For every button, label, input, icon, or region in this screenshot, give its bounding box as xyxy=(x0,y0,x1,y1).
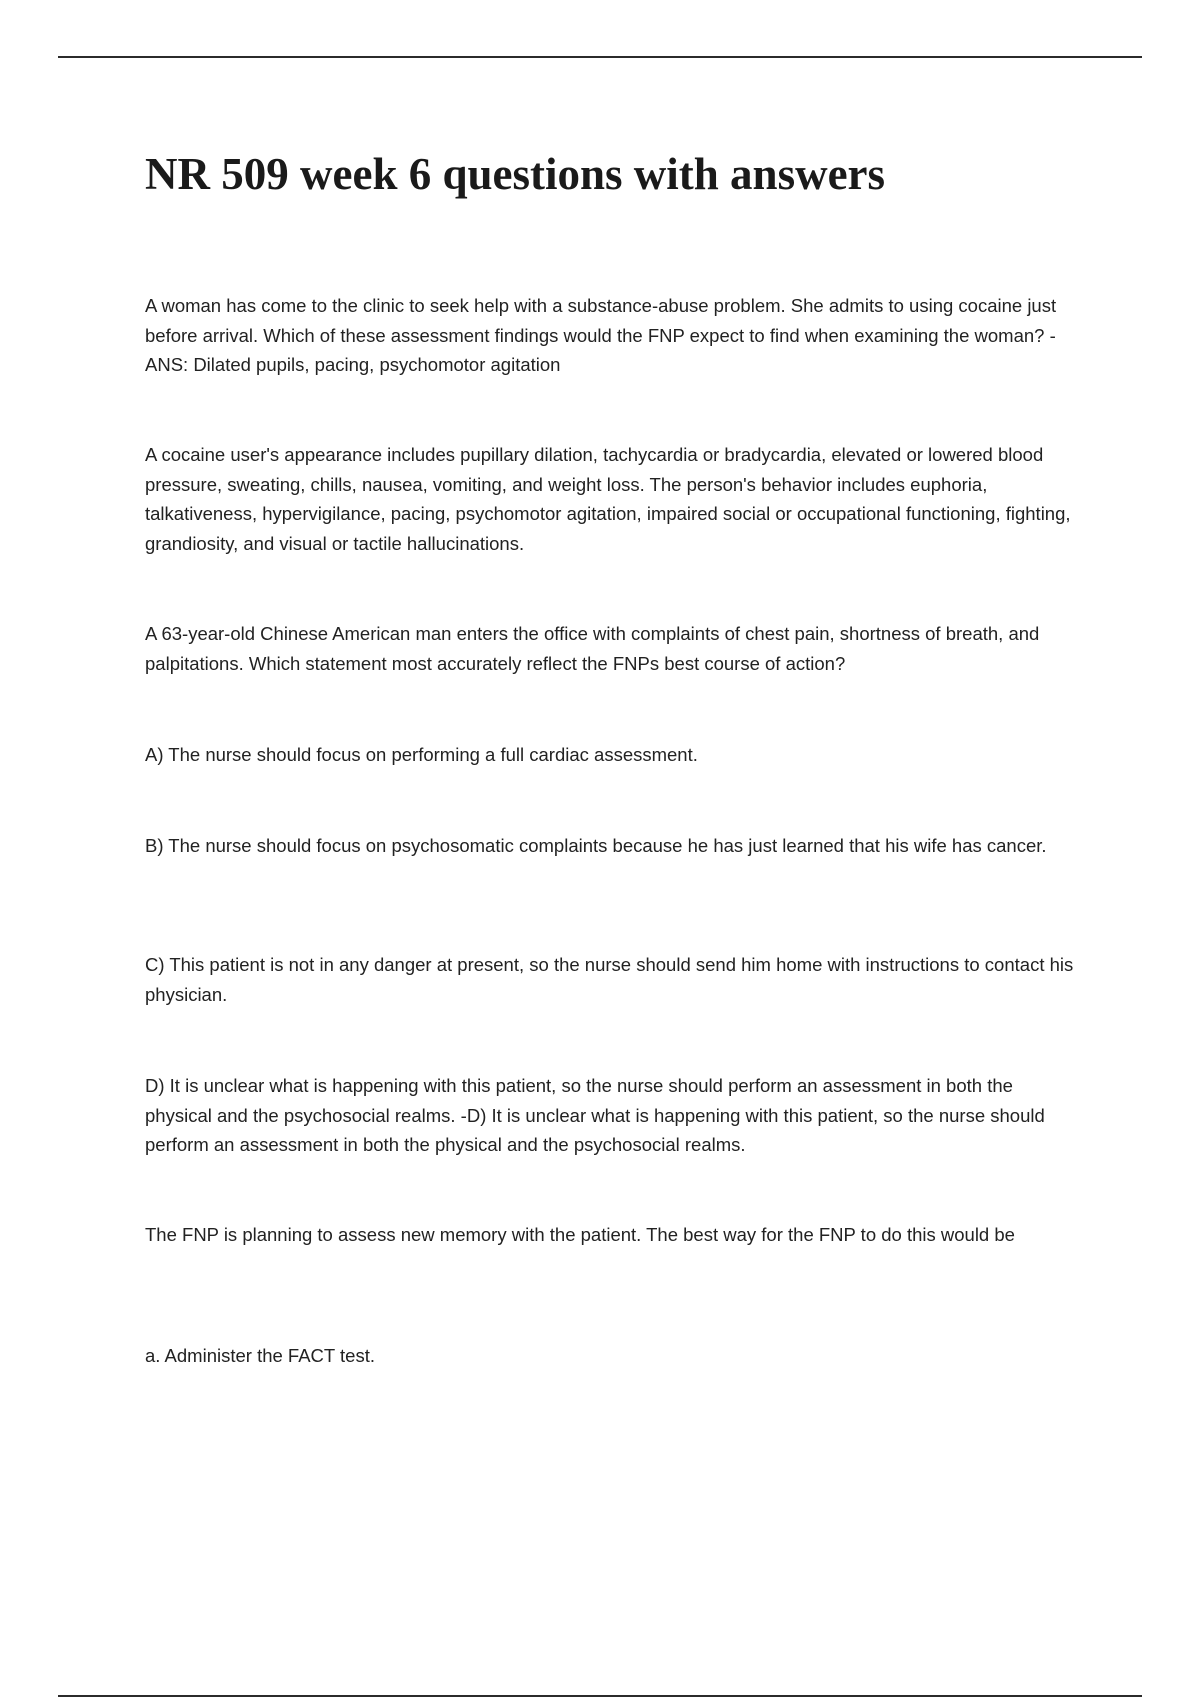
rationale-cocaine-user: A cocaine user's appearance includes pupillary dilation, tachycardia or bradycardia, elevated or lowered blood pressure, sweating, chills, nausea, vomiting, and weight loss. The person's behavior includes euphoria, talkativeness, hypervigilance, pacing, psychomotor agitation, impaired social or occupational functioning, fighting, grandiosity, and visual or tactile hallucinations. xyxy=(145,444,1071,554)
top-divider xyxy=(58,56,1142,58)
option-a: A) The nurse should focus on performing a full cardiac assessment. xyxy=(145,744,698,765)
option-a-fact-test: a. Administer the FACT test. xyxy=(145,1345,375,1366)
option-b: B) The nurse should focus on psychosomatic complaints because he has just learned that his wife has cancer. xyxy=(145,835,1047,856)
option-d-with-answer: D) It is unclear what is happening with this patient, so the nurse should perform an assessment in both the physical and the psychosocial realms. -D) It is unclear what is happening with this patient, so the nurse should perform an assessment in both the physical and the psychosocial realms. xyxy=(145,1075,1045,1155)
bottom-divider xyxy=(58,1695,1142,1697)
question-new-memory: The FNP is planning to assess new memory with the patient. The best way for the FNP to do this would be xyxy=(145,1224,1015,1245)
option-c: C) This patient is not in any danger at present, so the nurse should send him home with instructions to contact his physician. xyxy=(145,954,1074,1005)
question-chest-pain: A 63-year-old Chinese American man enters the office with complaints of chest pain, shortness of breath, and palpitations. Which statement most accurately reflect the FNPs best course of action? xyxy=(145,623,1040,674)
question-cocaine-findings: A woman has come to the clinic to seek help with a substance-abuse problem. She admits to using cocaine just before arrival. Which of these assessment findings would the FNP expect to find when examining the woman? -ANS: Dilated pupils, pacing, psychomotor agitation xyxy=(145,295,1057,375)
page-title: NR 509 week 6 questions with answers xyxy=(145,149,886,199)
